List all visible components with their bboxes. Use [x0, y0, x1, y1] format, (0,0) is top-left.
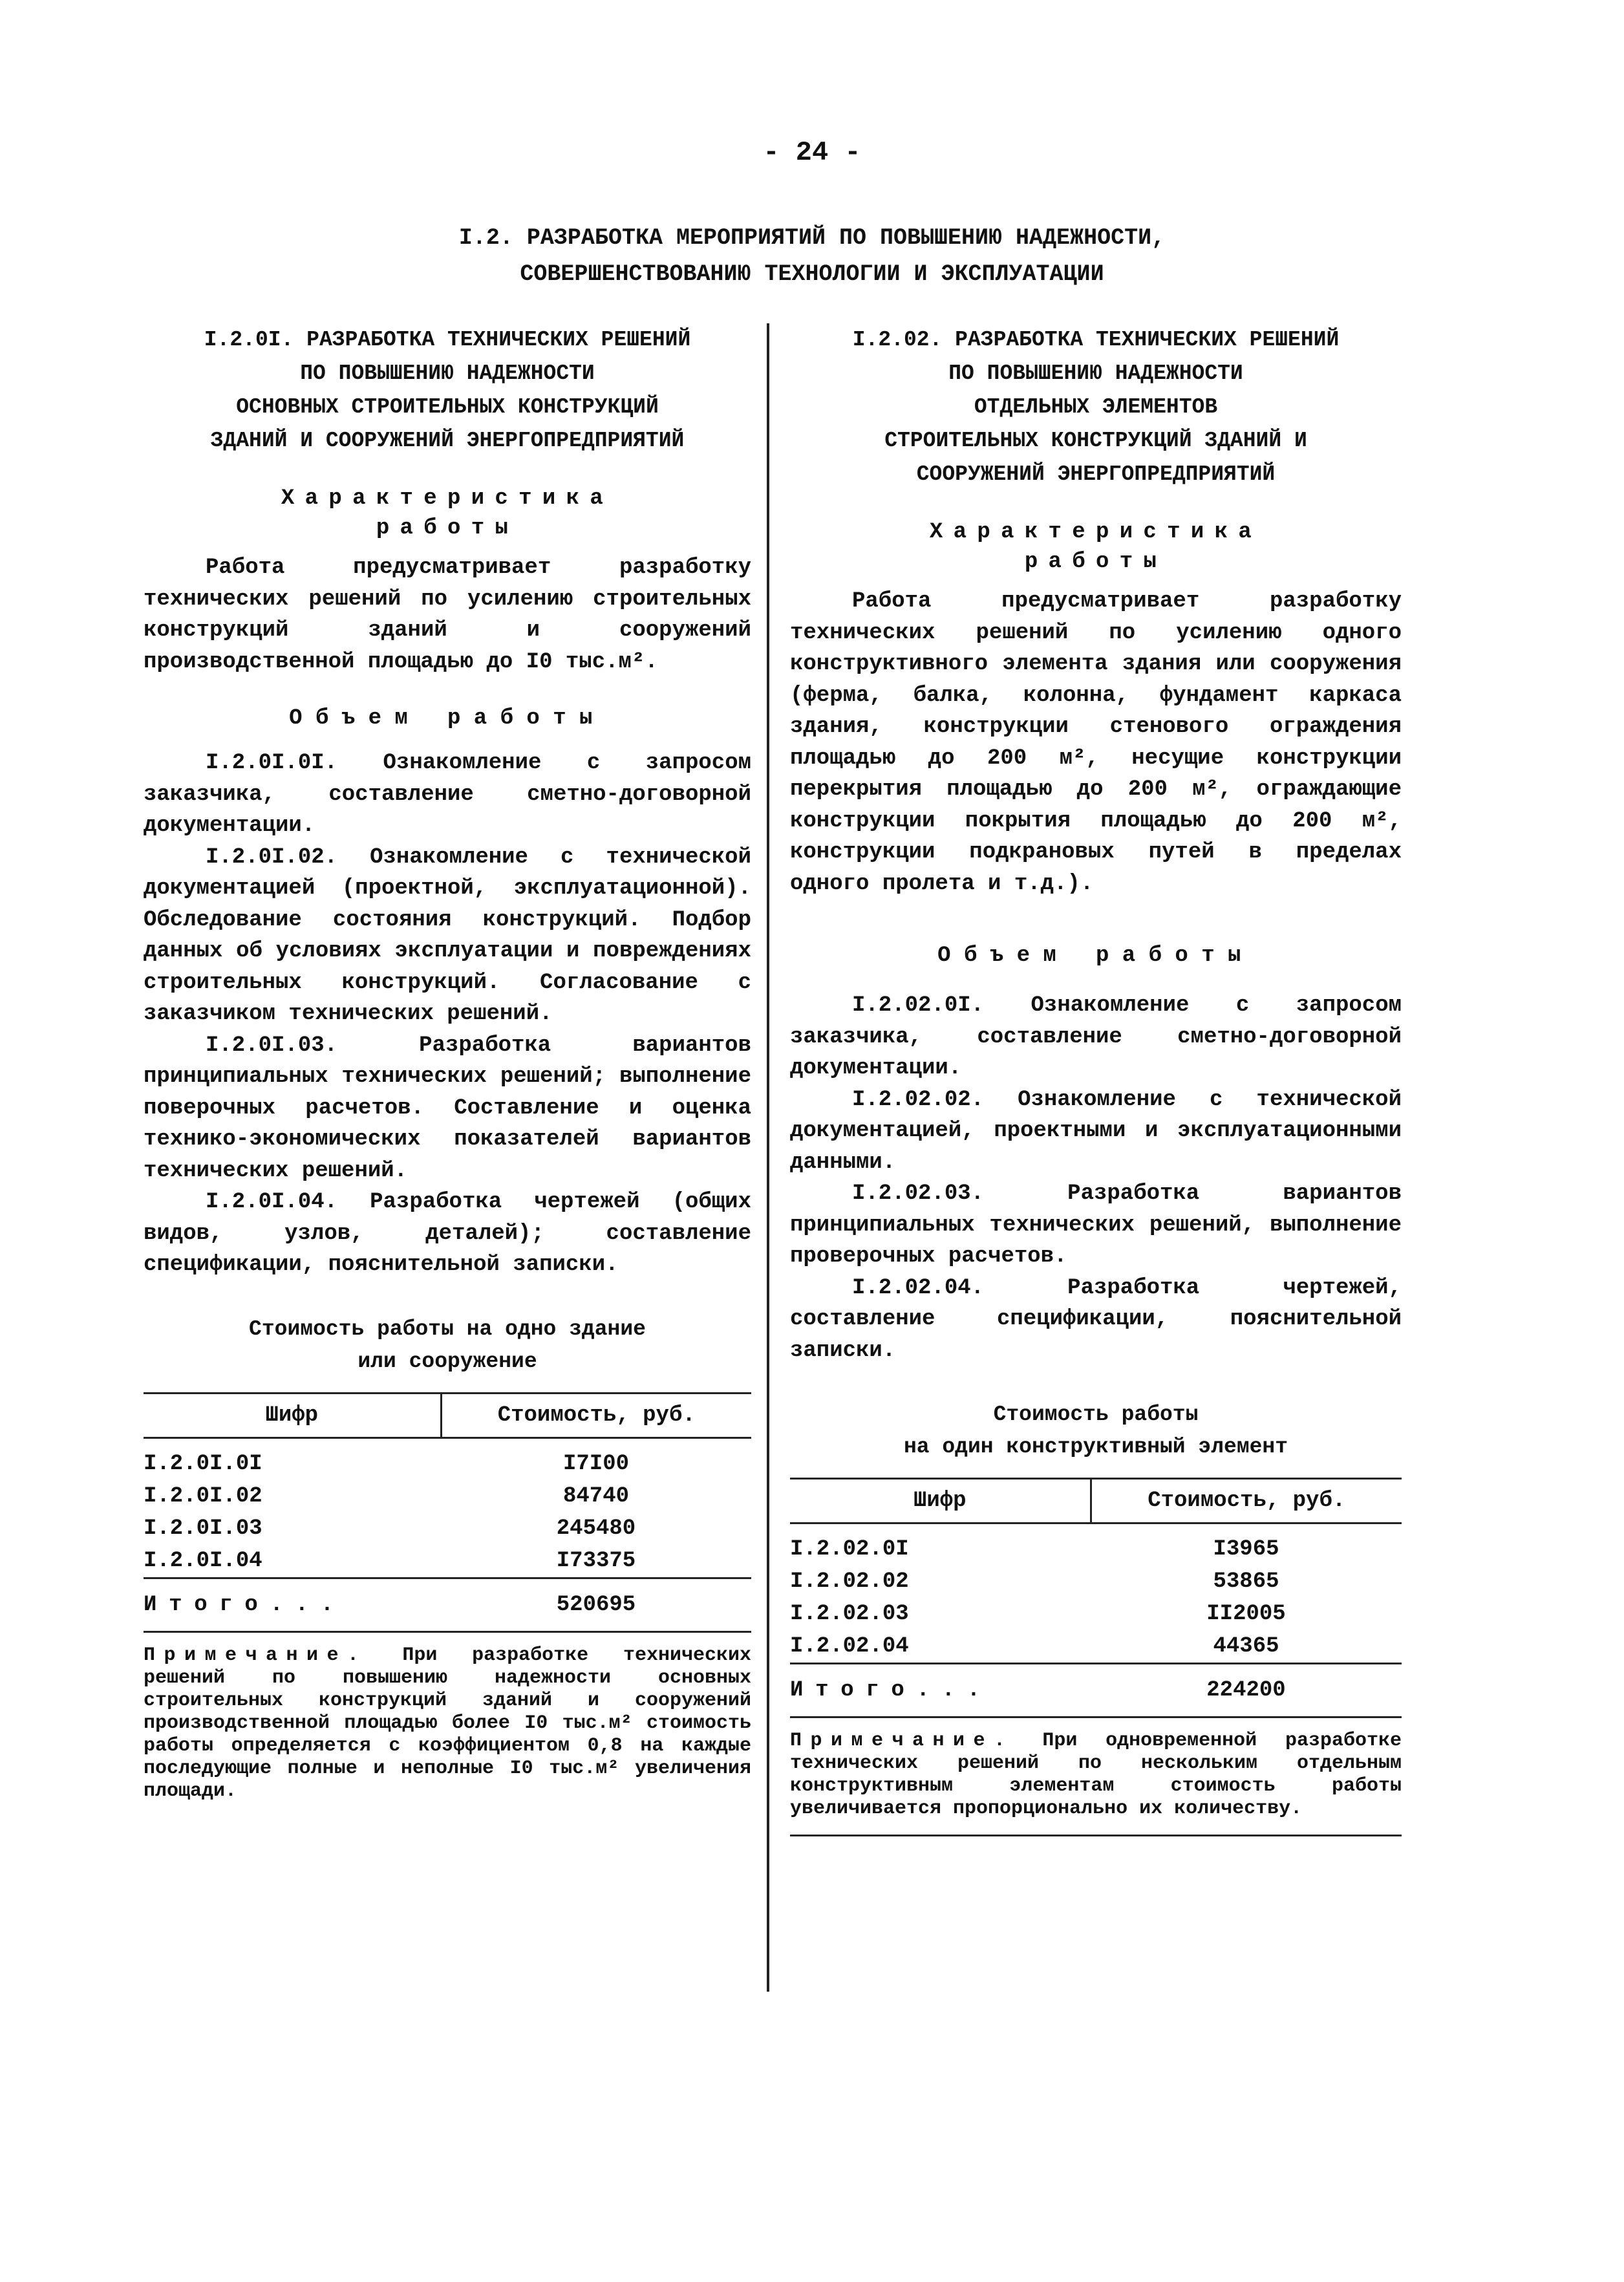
scope-item: I.2.02.04. Разработка чертежей, составление спецификации, пояснительной записки. [790, 1275, 1402, 1363]
note [790, 1730, 1402, 1820]
column-header-cost: Стоимость, руб. [441, 1393, 751, 1437]
subsection-title [790, 323, 1402, 491]
cost-caption-line: на один конструктивный элемент [903, 1435, 1288, 1459]
section-title-line: СОВЕРШЕНСТВОВАНИЮ ТЕХНОЛОГИИ И ЭКСПЛУАТАЦИИ [520, 261, 1104, 287]
note [144, 1644, 751, 1803]
total-label: Итого... [790, 1664, 1091, 1717]
left-column [144, 323, 751, 1803]
column-header-code: Шифр [144, 1393, 441, 1437]
row-code: I.2.02.0I [790, 1537, 909, 1562]
row-code: I.2.0I.03 [144, 1516, 262, 1541]
subsection-title-line: ПО ПОВЫШЕНИЮ НАДЕЖНОСТИ [948, 361, 1243, 385]
row-code: I.2.02.04 [790, 1634, 909, 1659]
subsection-title-line: ЗДАНИЙ И СООРУЖЕНИЙ ЭНЕРГОПРЕДПРИЯТИЙ [210, 429, 685, 453]
scope-item: I.2.0I.0I. Ознакомление с запросом заказчика, составление сметно-договорной документации. [144, 751, 751, 838]
table-row [144, 1480, 751, 1512]
note-label: Примечание. [144, 1644, 368, 1666]
table-header-row [144, 1393, 751, 1437]
right-column [790, 323, 1402, 1836]
characteristics-heading: Характеристика [929, 520, 1263, 544]
characteristics-heading-sub: работы [376, 516, 519, 541]
cost-caption-line: Стоимость работы [993, 1403, 1199, 1426]
table-row [144, 1437, 751, 1480]
scope-item: I.2.0I.02. Ознакомление с технической документацией (проектной, эксплуатационной). Обследование состояния конструкций. Подбор данных об условиях эксплуатации и повреждениях строительных конструкций. Согласование с заказчиком технических решений. [144, 845, 751, 1026]
cost-caption-line: Стоимость работы на одно здание [249, 1317, 646, 1341]
row-code: I.2.02.02 [790, 1569, 909, 1594]
total-value: 224200 [1091, 1664, 1402, 1717]
subsection-title-line: ОСНОВНЫХ СТРОИТЕЛЬНЫХ КОНСТРУКЦИЙ [236, 395, 659, 419]
scope-heading: Объем работы [289, 706, 606, 731]
scope-item: I.2.02.0I. Ознакомление с запросом заказчика, составление сметно-договорной документации. [790, 993, 1402, 1081]
subsection-title-line: ПО ПОВЫШЕНИЮ НАДЕЖНОСТИ [300, 361, 595, 385]
scope-item: I.2.0I.04. Разработка чертежей (общих видов, узлов, деталей); составление спецификации, пояснительной записки. [144, 1190, 751, 1277]
characteristics-text: Работа предусматривает разработку технических решений по усилению одного конструктивного элемента здания или сооружения (ферма, балка, колонна, фундамент каркаса здания, конструкции стенового ограждения площадью до 200 м², несущие конструкции перекрытия площадью до 200 м², ограждающие конструкции покрытия площадью до 200 м², конструкции подкрановых путей в пределах одного пролета и т.д.). [790, 589, 1402, 896]
row-cost: 84740 [562, 1483, 630, 1509]
subsection-title-line: I.2.0I. РАЗРАБОТКА ТЕХНИЧЕСКИХ РЕШЕНИЙ [204, 328, 691, 352]
table-row [144, 1545, 751, 1578]
subsection-title-line: СООРУЖЕНИЙ ЭНЕРГОПРЕДПРИЯТИЙ [916, 462, 1276, 486]
subsection-title-line: СТРОИТЕЛЬНЫХ КОНСТРУКЦИЙ ЗДАНИЙ И [884, 429, 1307, 453]
table-total-row [144, 1578, 751, 1631]
row-cost: 44365 [1213, 1634, 1279, 1659]
scope-item: I.2.0I.03. Разработка вариантов принципиальных технических решений; выполнение поверочных расчетов. Составление и оценка технико-экономических показателей вариантов технических решений. [144, 1033, 751, 1183]
subsection-title [144, 323, 751, 458]
scope-heading: Объем работы [937, 943, 1254, 968]
table-row [790, 1598, 1402, 1630]
row-code: I.2.0I.04 [144, 1548, 262, 1573]
note-label: Примечание. [790, 1730, 1014, 1752]
row-cost: I3965 [1213, 1537, 1279, 1562]
cost-caption [790, 1399, 1402, 1463]
bottom-rule [790, 1835, 1402, 1836]
cost-caption [144, 1313, 751, 1378]
subsection-title-line: ОТДЕЛЬНЫХ ЭЛЕМЕНТОВ [974, 395, 1218, 419]
total-value: 520695 [441, 1578, 751, 1631]
table-row [790, 1523, 1402, 1566]
note-text: При одновременной разработке технических решений по нескольким отдельным конструктивным элементам стоимость работы увеличивается пропорционально их количеству. [790, 1730, 1402, 1820]
table-total-row [790, 1664, 1402, 1717]
table-row [790, 1630, 1402, 1664]
column-header-code: Шифр [790, 1479, 1091, 1523]
column-divider [767, 323, 769, 1992]
total-label: Итого... [144, 1578, 441, 1631]
scope-item: I.2.02.03. Разработка вариантов принципиальных технических решений, выполнение проверочных расчетов. [790, 1181, 1402, 1269]
row-code: I.2.0I.02 [144, 1483, 262, 1509]
note-text: При разработке технических решений по повышению надежности основных строительных конструкций зданий и сооружений производственной площадью более I0 тыс.м² стоимость работы определяется с коэффициентом 0,8 на каждые последующие полные и неполные I0 тыс.м² увеличения площади. [144, 1644, 751, 1802]
row-code: I.2.0I.0I [144, 1451, 262, 1476]
subsection-title-line: I.2.02. РАЗРАБОТКА ТЕХНИЧЕСКИХ РЕШЕНИЙ [852, 328, 1340, 352]
characteristics-heading: Характеристика [281, 486, 614, 511]
scope-item: I.2.02.02. Ознакомление с технической документацией, проектными и эксплуатационными данными. [790, 1087, 1402, 1175]
row-cost: 53865 [1213, 1569, 1279, 1594]
cost-table [144, 1392, 751, 1633]
characteristics-text: Работа предусматривает разработку технических решений по усилению строительных конструкций зданий и сооружений производственной площадью до I0 тыс.м². [144, 555, 751, 674]
row-cost: I7I00 [562, 1451, 630, 1476]
cost-caption-line: или сооружение [358, 1349, 537, 1373]
table-row [144, 1512, 751, 1545]
row-cost: I73375 [556, 1548, 636, 1573]
section-title-line: I.2. РАЗРАБОТКА МЕРОПРИЯТИЙ ПО ПОВЫШЕНИЮ НАДЕЖНОСТИ, [458, 225, 1166, 251]
row-code: I.2.02.03 [790, 1602, 909, 1626]
column-header-cost: Стоимость, руб. [1091, 1479, 1402, 1523]
table-header-row [790, 1479, 1402, 1523]
row-cost: II2005 [1206, 1602, 1286, 1626]
cost-table [790, 1478, 1402, 1718]
table-row [790, 1566, 1402, 1598]
page-number: - 24 - [763, 137, 861, 168]
section-title [0, 220, 1624, 292]
characteristics-heading-sub: работы [1024, 550, 1168, 574]
row-cost: 245480 [556, 1516, 636, 1541]
